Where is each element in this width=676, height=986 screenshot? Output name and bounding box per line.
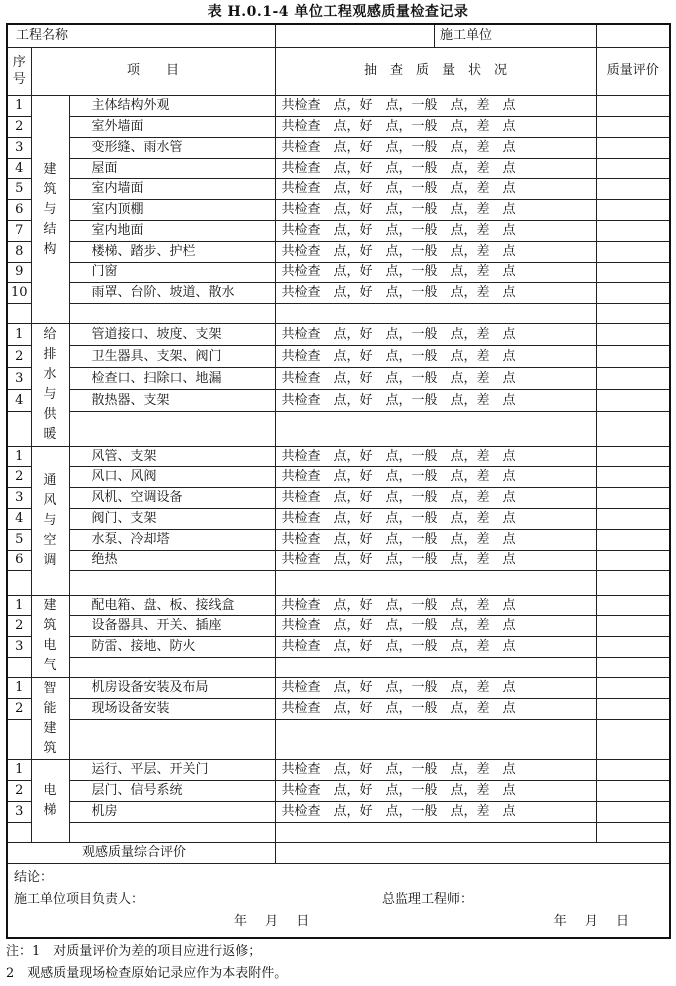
evaluation-cell[interactable] (596, 96, 670, 117)
category-hvac (31, 446, 69, 595)
item-label: 机房设备安装及布局 (69, 678, 275, 699)
row-seq (7, 719, 31, 759)
evaluation-cell[interactable] (596, 304, 670, 324)
check-status-cell[interactable]: 共检查 点，好 点，一般 点，差 点 (275, 137, 596, 158)
table-row-blank (7, 822, 670, 842)
table-row-blank (7, 658, 670, 678)
evaluation-cell[interactable] (596, 283, 670, 304)
check-status-cell[interactable]: 共检查 点，好 点，一般 点，差 点 (275, 488, 596, 509)
table-row (7, 283, 670, 304)
evaluation-cell[interactable] (596, 221, 670, 242)
table-row (7, 488, 670, 509)
check-status-cell[interactable]: 共检查 点，好 点，一般 点，差 点 (275, 262, 596, 283)
row-seq (7, 658, 31, 678)
table-row (7, 467, 670, 488)
item-label: 风机、空调设备 (69, 488, 275, 509)
contractor-value[interactable] (596, 24, 670, 47)
table-row (7, 200, 670, 221)
table-row (7, 678, 670, 699)
row-seq: 2 (7, 117, 31, 138)
note-1: 注：1 对质量评价为差的项目应进行返修； (6, 944, 262, 959)
check-status-cell[interactable]: 共检查 点，好 点，一般 点，差 点 (275, 200, 596, 221)
item-label: 绝热 (69, 550, 275, 571)
check-status-cell[interactable]: 共检查 点，好 点，一般 点，差 点 (275, 158, 596, 179)
check-status-cell[interactable]: 共检查 点，好 点，一般 点，差 点 (275, 368, 596, 390)
project-name-label: 工程名称 (7, 24, 275, 47)
overall-label: 观感质量综合评价 (7, 842, 275, 863)
form-title: 表 H.0.1-4 单位工程观感质量检查记录 (207, 4, 469, 20)
check-status-cell[interactable]: 共检查 点，好 点，一般 点，差 点 (275, 760, 596, 781)
check-status-cell[interactable] (275, 412, 596, 446)
table-row (7, 699, 670, 720)
evaluation-cell[interactable] (596, 595, 670, 616)
check-status-cell[interactable]: 共检查 点，好 点，一般 点，差 点 (275, 467, 596, 488)
evaluation-cell[interactable] (596, 200, 670, 221)
item-label: 阀门、支架 (69, 509, 275, 530)
row-seq (7, 571, 31, 595)
table-row (7, 346, 670, 368)
check-status-cell[interactable]: 共检查 点，好 点，一般 点，差 点 (275, 529, 596, 550)
row-seq: 7 (7, 221, 31, 242)
item-label: 室内顶棚 (69, 200, 275, 221)
item-label: 门窗 (69, 262, 275, 283)
check-status-cell[interactable]: 共检查 点，好 点，一般 点，差 点 (275, 179, 596, 200)
row-seq (7, 304, 31, 324)
row-seq: 3 (7, 801, 31, 822)
row-seq: 5 (7, 179, 31, 200)
table-row (7, 262, 670, 283)
check-status-cell[interactable]: 共检查 点，好 点，一般 点，差 点 (275, 446, 596, 467)
check-status-cell[interactable]: 共检查 点，好 点，一般 点，差 点 (275, 283, 596, 304)
item-label (69, 412, 275, 446)
table-row (7, 390, 670, 412)
check-status-cell[interactable]: 共检查 点，好 点，一般 点，差 点 (275, 346, 596, 368)
item-label (69, 822, 275, 842)
item-label: 楼梯、踏步、护栏 (69, 241, 275, 262)
row-seq: 4 (7, 158, 31, 179)
item-label: 配电箱、盘、板、接线盒 (69, 595, 275, 616)
evaluation-cell[interactable] (596, 117, 670, 138)
conclusion-cell[interactable] (7, 864, 670, 938)
evaluation-cell[interactable] (596, 488, 670, 509)
check-status-cell[interactable] (275, 571, 596, 595)
col-status-header: 抽 查 质 量 状 况 (275, 47, 596, 95)
check-status-cell[interactable]: 共检查 点，好 点，一般 点，差 点 (275, 117, 596, 138)
table-row (7, 509, 670, 530)
row-seq: 1 (7, 446, 31, 467)
row-seq: 5 (7, 529, 31, 550)
category-plumbing (31, 324, 69, 446)
column-header-row (7, 47, 670, 95)
evaluation-cell[interactable] (596, 368, 670, 390)
row-seq (7, 822, 31, 842)
row-seq: 10 (7, 283, 31, 304)
row-seq: 8 (7, 241, 31, 262)
row-seq: 2 (7, 467, 31, 488)
row-seq: 3 (7, 137, 31, 158)
item-label: 主体结构外观 (69, 96, 275, 117)
evaluation-cell[interactable] (596, 550, 670, 571)
item-label: 防雷、接地、防火 (69, 637, 275, 658)
table-row (7, 158, 670, 179)
row-seq: 4 (7, 390, 31, 412)
contractor-label (434, 24, 596, 47)
table-row (7, 137, 670, 158)
conclusion-row (7, 864, 670, 938)
category-label: 通风与空调 (43, 472, 57, 568)
category-label: 建筑与结构 (43, 161, 57, 257)
evaluation-cell[interactable] (596, 637, 670, 658)
row-seq: 2 (7, 781, 31, 802)
item-label: 室内地面 (69, 221, 275, 242)
check-status-cell[interactable]: 共检查 点，好 点，一般 点，差 点 (275, 781, 596, 802)
conclusion-label: 结论： (14, 870, 54, 886)
header-row (7, 24, 670, 47)
check-status-cell[interactable]: 共检查 点，好 点，一般 点，差 点 (275, 324, 596, 346)
date-left: 年 月 日 (234, 914, 310, 930)
evaluation-cell[interactable] (596, 822, 670, 842)
item-label: 屋面 (69, 158, 275, 179)
table-row-blank (7, 304, 670, 324)
table-row (7, 96, 670, 117)
evaluation-cell[interactable] (596, 571, 670, 595)
evaluation-cell[interactable] (596, 699, 670, 720)
row-seq: 2 (7, 346, 31, 368)
item-label: 室外墙面 (69, 117, 275, 138)
project-name-value[interactable] (275, 24, 434, 47)
check-status-cell[interactable] (275, 822, 596, 842)
note-2: 2 观感质量现场检查原始记录应作为本表附件。 (6, 966, 288, 981)
table-row (7, 241, 670, 262)
check-status-cell[interactable]: 共检查 点，好 点，一般 点，差 点 (275, 616, 596, 637)
category-intelligent (31, 678, 69, 760)
row-seq: 9 (7, 262, 31, 283)
table-row (7, 221, 670, 242)
table-row-blank (7, 719, 670, 759)
item-label: 运行、平层、开关门 (69, 760, 275, 781)
evaluation-cell[interactable] (596, 241, 670, 262)
check-status-cell[interactable]: 共检查 点，好 点，一般 点，差 点 (275, 221, 596, 242)
table-row (7, 760, 670, 781)
table-row (7, 446, 670, 467)
inspection-table (6, 23, 671, 939)
category-elevator (31, 760, 69, 843)
check-status-cell[interactable]: 共检查 点，好 点，一般 点，差 点 (275, 390, 596, 412)
category-structure (31, 96, 69, 324)
category-electrical (31, 595, 69, 678)
item-label (69, 304, 275, 324)
evaluation-cell[interactable] (596, 781, 670, 802)
row-seq: 1 (7, 678, 31, 699)
signature-line (14, 889, 663, 911)
check-status-cell[interactable]: 共检查 点，好 点，一般 点，差 点 (275, 801, 596, 822)
table-row (7, 595, 670, 616)
item-label: 变形缝、雨水管 (69, 137, 275, 158)
check-status-cell[interactable]: 共检查 点，好 点，一般 点，差 点 (275, 595, 596, 616)
row-seq: 6 (7, 550, 31, 571)
table-row (7, 781, 670, 802)
table-row-blank (7, 571, 670, 595)
contractor-lead-label: 施工单位项目负责人： (14, 892, 145, 908)
evaluation-cell[interactable] (596, 346, 670, 368)
evaluation-cell[interactable] (596, 616, 670, 637)
check-status-cell[interactable]: 共检查 点，好 点，一般 点，差 点 (275, 96, 596, 117)
item-label: 卫生器具、支架、阀门 (69, 346, 275, 368)
col-item-header: 项 目 (31, 47, 275, 95)
table-row-blank (7, 412, 670, 446)
item-label (69, 571, 275, 595)
evaluation-cell[interactable] (596, 324, 670, 346)
evaluation-cell[interactable] (596, 179, 670, 200)
evaluation-cell[interactable] (596, 446, 670, 467)
row-seq: 3 (7, 637, 31, 658)
check-status-cell[interactable] (275, 658, 596, 678)
evaluation-cell[interactable] (596, 658, 670, 678)
table-row (7, 324, 670, 346)
category-label: 建筑电气 (43, 598, 57, 674)
row-seq: 6 (7, 200, 31, 221)
evaluation-cell[interactable] (596, 760, 670, 781)
evaluation-cell[interactable] (596, 262, 670, 283)
row-seq: 1 (7, 324, 31, 346)
table-row (7, 637, 670, 658)
category-label: 电梯 (43, 783, 57, 819)
date-line (14, 911, 663, 933)
table-row (7, 801, 670, 822)
chief-supervisor-label: 总监理工程师： (382, 892, 474, 908)
check-status-cell[interactable]: 共检查 点，好 点，一般 点，差 点 (275, 550, 596, 571)
date-right: 年 月 日 (553, 914, 630, 930)
item-label: 水泵、冷却塔 (69, 529, 275, 550)
item-label: 机房 (69, 801, 275, 822)
evaluation-cell[interactable] (596, 158, 670, 179)
item-label: 现场设备安装 (69, 699, 275, 720)
row-seq: 2 (7, 699, 31, 720)
table-row (7, 529, 670, 550)
check-status-cell[interactable]: 共检查 点，好 点，一般 点，差 点 (275, 241, 596, 262)
row-seq: 3 (7, 368, 31, 390)
table-row (7, 616, 670, 637)
evaluation-cell[interactable] (596, 412, 670, 446)
item-label (69, 658, 275, 678)
check-status-cell[interactable] (275, 304, 596, 324)
table-row (7, 179, 670, 200)
evaluation-cell[interactable] (596, 137, 670, 158)
table-row (7, 117, 670, 138)
col-seq-header: 序号 (7, 47, 31, 95)
check-status-cell[interactable]: 共检查 点，好 点，一般 点，差 点 (275, 678, 596, 699)
contractor-label-text: 施工单位 (440, 27, 493, 43)
check-status-cell[interactable] (275, 719, 596, 759)
item-label: 散热器、支架 (69, 390, 275, 412)
check-status-cell[interactable]: 共检查 点，好 点，一般 点，差 点 (275, 637, 596, 658)
row-seq: 1 (7, 760, 31, 781)
col-evaluation-header: 质量评价 (596, 47, 670, 95)
row-seq: 3 (7, 488, 31, 509)
evaluation-cell[interactable] (596, 719, 670, 759)
category-label: 给排水与供暖 (43, 327, 57, 442)
check-status-cell[interactable]: 共检查 点，好 点，一般 点，差 点 (275, 699, 596, 720)
item-label: 设备器具、开关、插座 (69, 616, 275, 637)
item-label: 管道接口、坡度、支架 (69, 324, 275, 346)
row-seq (7, 412, 31, 446)
item-label (69, 719, 275, 759)
item-label: 层门、信号系统 (69, 781, 275, 802)
evaluation-cell[interactable] (596, 678, 670, 699)
table-row (7, 368, 670, 390)
item-label: 室内墙面 (69, 179, 275, 200)
row-seq: 1 (7, 96, 31, 117)
overall-value[interactable] (275, 842, 670, 863)
row-seq: 2 (7, 616, 31, 637)
check-status-cell[interactable]: 共检查 点，好 点，一般 点，差 点 (275, 509, 596, 530)
item-label: 风口、风阀 (69, 467, 275, 488)
item-label: 雨罩、台阶、坡道、散水 (69, 283, 275, 304)
table-row (7, 550, 670, 571)
evaluation-cell[interactable] (596, 390, 670, 412)
evaluation-cell[interactable] (596, 467, 670, 488)
evaluation-cell[interactable] (596, 529, 670, 550)
evaluation-cell[interactable] (596, 509, 670, 530)
row-seq: 4 (7, 509, 31, 530)
item-label: 检查口、扫除口、地漏 (69, 368, 275, 390)
overall-row (7, 842, 670, 863)
category-label: 智能建筑 (43, 680, 57, 756)
row-seq: 1 (7, 595, 31, 616)
item-label: 风管、支架 (69, 446, 275, 467)
evaluation-cell[interactable] (596, 801, 670, 822)
notes (6, 941, 670, 985)
